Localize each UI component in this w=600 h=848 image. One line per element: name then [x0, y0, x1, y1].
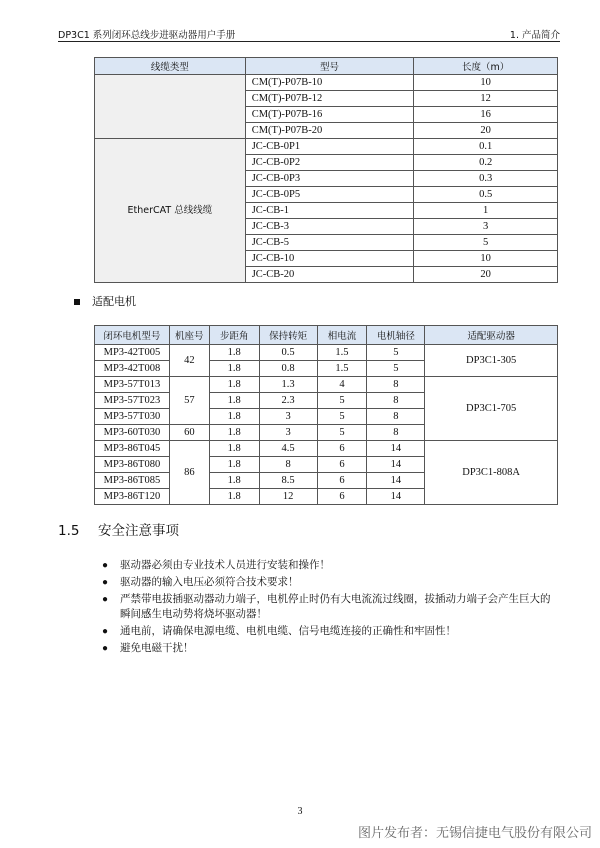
- col-cable-type: 线缆类型: [95, 58, 246, 75]
- model-cell: JC-CB-20: [245, 267, 414, 283]
- col-driver: 适配驱动器: [425, 326, 558, 345]
- current-cell: 6: [317, 489, 367, 505]
- motor-model-cell: MP3-57T013: [95, 377, 170, 393]
- length-cell: 12: [414, 91, 558, 107]
- model-cell: JC-CB-1: [245, 203, 414, 219]
- motor-model-cell: MP3-42T005: [95, 345, 170, 361]
- torque-cell: 8.5: [259, 473, 317, 489]
- torque-cell: 2.3: [259, 393, 317, 409]
- current-cell: 5: [317, 425, 367, 441]
- section-number: 1.5: [58, 523, 80, 539]
- torque-cell: 3: [259, 409, 317, 425]
- bullet-icon: ●: [102, 560, 109, 571]
- shaft-cell: 8: [367, 393, 425, 409]
- frame-cell: 86: [169, 441, 209, 505]
- step-angle-cell: 1.8: [209, 441, 259, 457]
- driver-cell: DP3C1-705: [425, 377, 558, 441]
- length-cell: 0.1: [414, 139, 558, 155]
- section-heading: [58, 519, 179, 539]
- header-chapter: 1. 产品简介: [509, 30, 560, 41]
- cable-table-header: [95, 58, 558, 75]
- motor-model-cell: MP3-60T030: [95, 425, 170, 441]
- list-item: [100, 592, 560, 622]
- step-angle-cell: 1.8: [209, 489, 259, 505]
- safety-list: [100, 558, 560, 658]
- section-title: 安全注意事项: [98, 523, 179, 539]
- motor-model-cell: MP3-86T080: [95, 457, 170, 473]
- shaft-cell: 8: [367, 377, 425, 393]
- list-item: [100, 624, 560, 639]
- model-cell: JC-CB-0P5: [245, 187, 414, 203]
- current-cell: 1.5: [317, 345, 367, 361]
- motor-model-cell: MP3-86T120: [95, 489, 170, 505]
- shaft-cell: 14: [367, 457, 425, 473]
- table-row: [95, 377, 558, 393]
- length-cell: 1: [414, 203, 558, 219]
- model-cell: JC-CB-0P2: [245, 155, 414, 171]
- step-angle-cell: 1.8: [209, 425, 259, 441]
- col-model: 型号: [245, 58, 414, 75]
- torque-cell: 3: [259, 425, 317, 441]
- list-item: [100, 641, 560, 656]
- current-cell: 6: [317, 457, 367, 473]
- publisher-watermark: 图片发布者：无锡信捷电气股份有限公司: [357, 826, 592, 841]
- list-item: [100, 575, 560, 590]
- table-row: [95, 139, 558, 155]
- torque-cell: 1.3: [259, 377, 317, 393]
- torque-cell: 0.5: [259, 345, 317, 361]
- page-number: 3: [297, 806, 303, 817]
- header-title: DP3C1 系列闭环总线步进驱动器用户手册: [58, 30, 236, 41]
- frame-cell: 60: [169, 425, 209, 441]
- model-cell: CM(T)-P07B-10: [245, 75, 414, 91]
- cable-table: [94, 57, 558, 283]
- model-cell: JC-CB-10: [245, 251, 414, 267]
- step-angle-cell: 1.8: [209, 377, 259, 393]
- length-cell: 16: [414, 107, 558, 123]
- model-cell: CM(T)-P07B-12: [245, 91, 414, 107]
- length-cell: 0.5: [414, 187, 558, 203]
- col-step-angle: 步距角: [209, 326, 259, 345]
- step-angle-cell: 1.8: [209, 457, 259, 473]
- motor-model-cell: MP3-86T045: [95, 441, 170, 457]
- list-item-text: 避免电磁干扰！: [120, 643, 194, 654]
- model-cell: JC-CB-0P3: [245, 171, 414, 187]
- shaft-cell: 14: [367, 489, 425, 505]
- square-bullet-icon: [74, 299, 80, 305]
- current-cell: 6: [317, 473, 367, 489]
- step-angle-cell: 1.8: [209, 345, 259, 361]
- shaft-cell: 8: [367, 409, 425, 425]
- torque-cell: 0.8: [259, 361, 317, 377]
- current-cell: 4: [317, 377, 367, 393]
- list-item: [100, 558, 560, 573]
- frame-cell: 57: [169, 377, 209, 425]
- bullet-icon: ●: [102, 577, 109, 588]
- bullet-icon: ●: [102, 643, 109, 654]
- step-angle-cell: 1.8: [209, 361, 259, 377]
- col-length: 长度（m）: [414, 58, 558, 75]
- torque-cell: 4.5: [259, 441, 317, 457]
- length-cell: 10: [414, 75, 558, 91]
- table-row: [95, 345, 558, 361]
- length-cell: 20: [414, 267, 558, 283]
- shaft-cell: 5: [367, 361, 425, 377]
- model-cell: JC-CB-0P1: [245, 139, 414, 155]
- shaft-cell: 8: [367, 425, 425, 441]
- motor-section-title: 适配电机: [92, 295, 136, 308]
- list-item-text: 驱动器的输入电压必须符合技术要求！: [120, 577, 299, 588]
- model-cell: JC-CB-3: [245, 219, 414, 235]
- col-phase-current: 相电流: [317, 326, 367, 345]
- motor-model-cell: MP3-86T085: [95, 473, 170, 489]
- length-cell: 0.3: [414, 171, 558, 187]
- current-cell: 6: [317, 441, 367, 457]
- motor-section-label: [74, 293, 136, 309]
- page-header: [58, 25, 560, 42]
- step-angle-cell: 1.8: [209, 409, 259, 425]
- col-motor-model: 闭环电机型号: [95, 326, 170, 345]
- torque-cell: 8: [259, 457, 317, 473]
- step-angle-cell: 1.8: [209, 393, 259, 409]
- list-item-text: 严禁带电拔插驱动器动力端子，电机停止时仍有大电流流过线圈，拔插动力端子会产生巨大的瞬间感生电动势将烧坏驱动器！: [120, 594, 551, 620]
- table-row: [95, 441, 558, 457]
- current-cell: 5: [317, 393, 367, 409]
- length-cell: 10: [414, 251, 558, 267]
- length-cell: 5: [414, 235, 558, 251]
- current-cell: 1.5: [317, 361, 367, 377]
- torque-cell: 12: [259, 489, 317, 505]
- motor-table-header: [95, 326, 558, 345]
- bullet-icon: ●: [102, 594, 109, 605]
- model-cell: CM(T)-P07B-16: [245, 107, 414, 123]
- driver-cell: DP3C1-305: [425, 345, 558, 377]
- model-cell: JC-CB-5: [245, 235, 414, 251]
- list-item-text: 通电前，请确保电源电缆、电机电缆、信号电缆连接的正确性和牢固性！: [120, 626, 456, 637]
- shaft-cell: 14: [367, 441, 425, 457]
- frame-cell: 42: [169, 345, 209, 377]
- length-cell: 3: [414, 219, 558, 235]
- shaft-cell: 5: [367, 345, 425, 361]
- cable-type-cell: [95, 75, 246, 139]
- motor-table: [94, 325, 558, 505]
- cable-type-cell: EtherCAT 总线线缆: [95, 139, 246, 283]
- list-item-text: 驱动器必须由专业技术人员进行安装和操作！: [120, 560, 330, 571]
- motor-model-cell: MP3-57T030: [95, 409, 170, 425]
- length-cell: 20: [414, 123, 558, 139]
- motor-model-cell: MP3-42T008: [95, 361, 170, 377]
- driver-cell: DP3C1-808A: [425, 441, 558, 505]
- bullet-icon: ●: [102, 626, 109, 637]
- table-row: [95, 75, 558, 91]
- model-cell: CM(T)-P07B-20: [245, 123, 414, 139]
- shaft-cell: 14: [367, 473, 425, 489]
- length-cell: 0.2: [414, 155, 558, 171]
- motor-model-cell: MP3-57T023: [95, 393, 170, 409]
- step-angle-cell: 1.8: [209, 473, 259, 489]
- col-frame: 机座号: [169, 326, 209, 345]
- col-holding-torque: 保持转矩: [259, 326, 317, 345]
- current-cell: 5: [317, 409, 367, 425]
- col-shaft-diameter: 电机轴径: [367, 326, 425, 345]
